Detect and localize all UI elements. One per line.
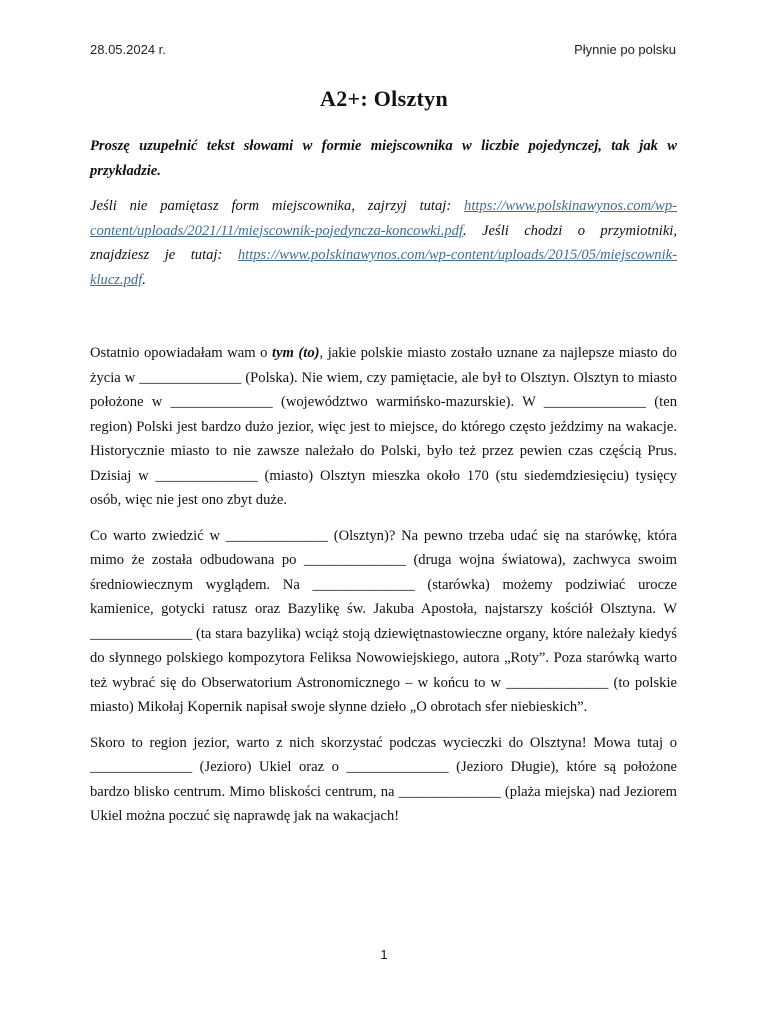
link-miejscownik-klucz[interactable]: https://www.polskinawynos.com/wp-content/uploads/2015/05/miejscownik-klucz.pdf [90,247,677,288]
note-text-1: Jeśli nie pamiętasz form miejscownika, zajrzyj tutaj: [90,198,465,214]
example-answer: tym (to) [271,345,320,361]
header-date: 28.05.2024 r. [90,42,166,57]
text-segment: (ten region) Polski jest bardzo dużo jezior, więc jest to miejsce, do którego często jeździmy na wakacje. Historycznie miasto to nie zawsze należało do Polski, było też przez pewien czas częścią Prus. Dzisiaj w [90,394,677,484]
text-segment: (Jezioro) Ukiel oraz o [192,759,347,775]
header-brand: Płynnie po polsku [574,42,676,57]
blank-field[interactable]: ______________ [398,783,501,800]
text-segment: (Olsztyn)? Na pewno trzeba udać się na starówkę, która mimo że została odbudowana po [90,527,677,568]
text-segment: (to polskie miasto) Mikołaj Kopernik napisał swoje słynne dzieło „O obrotach sfer niebieskich”. [90,674,677,715]
document-body [90,134,677,840]
instruction: Proszę uzupełnić tekst słowami w formie miejscownika w liczbie pojedynczej, tak jak w przykładzie. [90,138,677,179]
text-segment: Co warto zwiedzić w [90,527,226,544]
blank-field[interactable]: ______________ [543,394,647,410]
blank-field[interactable]: ______________ [225,527,328,544]
text-segment: Ostatnio opowiadałam wam o [90,345,272,361]
note-text-2: . Jeśli chodzi o przymiotniki, znajdziesz je tutaj: [90,222,677,263]
page-title: A2+: Olsztyn [320,86,448,111]
blank-field[interactable]: ______________ [155,467,258,484]
text-segment: (ta stara bazylika) wciąż stoją dziewiętnastowieczne organy, które należały kiedyś do słynnego polskiego kompozytora Feliksa Nowowiejskiego, autora „Roty”. Poza starówką warto też wybrać się do Obserwatorium Astronomicznego – w końcu to w [90,625,677,691]
text-segment: Skoro to region jezior, warto z nich skorzystać podczas wycieczki do Olsztyna! Mowa tutaj o [90,734,677,751]
text-segment: (starówka) możemy podziwiać urocze kamienice, gotycki ratusz oraz Bazylikę św. Jakuba Apostoła, najstarszy kościół Olsztyna. W [90,576,677,617]
blank-field[interactable]: ______________ [303,552,407,568]
text-segment: (województwo warmińsko-mazurskie). W [272,394,544,410]
blank-field[interactable]: ______________ [312,576,415,593]
text-segment: (plaża miejska) nad Jeziorem Ukiel można poczuć się naprawdę jak na wakacjach! [90,783,677,824]
text-segment: (druga wojna światowa), zachwyca swoim średniowiecznym wyglądem. Na [90,552,677,593]
note-text-3: . [142,271,146,288]
page-number: 1 [380,947,388,962]
blank-field[interactable]: ______________ [170,394,273,410]
text-segment: (Polska). Nie wiem, czy pamiętacie, ale był to Olsztyn. Olsztyn to miasto położone w [90,369,677,410]
text-segment: (Jezioro Długie), które są położone bardzo blisko centrum. Mimo bliskości centrum, na [90,759,678,800]
link-miejscownik-koncowki[interactable]: https://www.polskinawynos.com/wp-content/uploads/2021/11/miejscownik-pojedyncza-koncowki.pdf [90,198,677,239]
blank-field[interactable]: ______________ [346,759,449,775]
blank-field[interactable]: ______________ [139,369,242,386]
paragraph-2 [90,524,677,720]
text-segment: (miasto) Olsztyn mieszka około 170 (stu siedemdziesięciu) tysięcy osób, więc nie jest ono zbyt duże. [90,467,677,508]
blank-field[interactable]: ______________ [90,759,193,775]
reference-note [90,194,677,292]
text-segment: , jakie polskie miasto zostało uznane za najlepsze miasto do życia w [90,345,677,386]
paragraph-1 [90,341,677,513]
blank-field[interactable]: ______________ [90,625,193,642]
blank-field[interactable]: ______________ [506,674,609,691]
paragraph-3 [90,731,677,829]
